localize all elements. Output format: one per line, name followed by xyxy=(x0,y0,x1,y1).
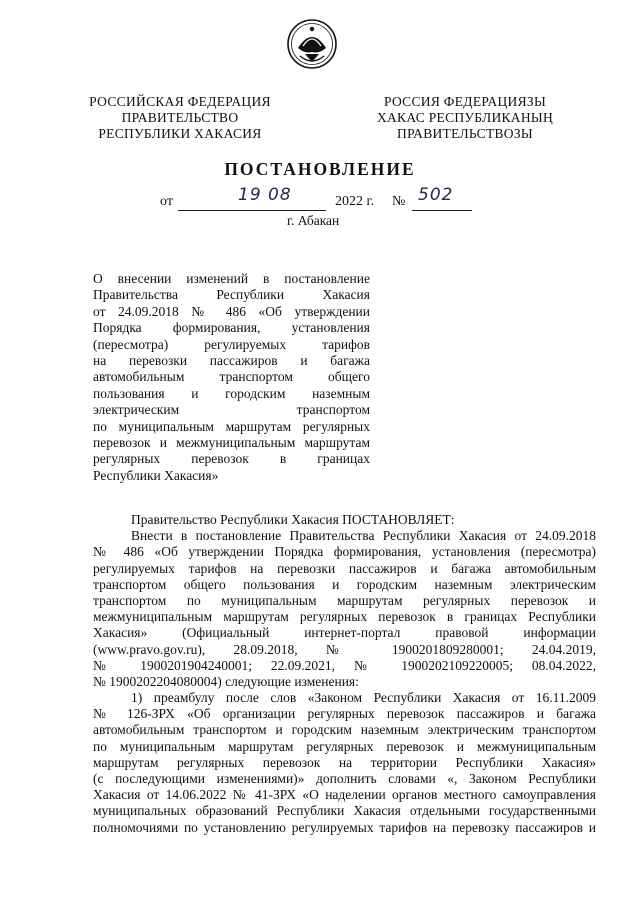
body-line: полномочиями по установлению регулируемых тарифов на перевозку пассажиров и xyxy=(93,819,596,835)
city: г. Абакан xyxy=(287,213,340,228)
body-line: № 126-ЗРХ «Об организации регулярных перевозок пассажиров и багажа xyxy=(93,706,596,722)
header-left-line: РЕСПУБЛИКИ ХАКАСИЯ xyxy=(98,126,262,141)
subject-line: Порядка формирования, установления xyxy=(93,320,370,336)
body-line: автомобильным транспортом и городским наземным электрическим транспортом xyxy=(93,722,596,738)
subject-line: перевозок и межмуниципальным маршрутам xyxy=(93,434,370,450)
body-line: межмуниципальным маршрутам регулярных перевозок в границах Республики xyxy=(93,609,596,625)
body-line: (www.pravo.gov.ru), 28.09.2018, № 1900201809280001; 24.04.2019, xyxy=(93,641,596,657)
body-line: транспортом по муниципальным маршрутам регулярных перевозок и xyxy=(93,592,596,608)
subject-line: по муниципальным маршрутам регулярных xyxy=(93,418,370,434)
body-line: № 486 «Об утверждении Порядка формирования, установления (пересмотра) xyxy=(93,544,596,560)
body-line: регулируемых тарифов на перевозки пассажиров и багажа автомобильным xyxy=(93,560,596,576)
body-text xyxy=(93,512,596,836)
header-left-line: ПРАВИТЕЛЬСТВО xyxy=(121,110,239,125)
coat-of-arms-icon xyxy=(286,18,338,70)
handwritten-number: 502 xyxy=(418,185,454,205)
body-line: Правительство Республики Хакасия ПОСТАНОВЛЯЕТ: xyxy=(131,512,455,527)
document-title: ПОСТАНОВЛЕНИЕ xyxy=(224,159,416,179)
subject-block xyxy=(93,271,370,484)
subject-line: Правительства Республики Хакасия xyxy=(93,287,370,303)
header-left xyxy=(80,94,280,142)
body-line: № 1900202204080004) следующие изменения: xyxy=(93,673,359,689)
body-line: маршрутам регулярных перевозок на территории Республики Хакасия» xyxy=(93,754,596,770)
subject-line: электрическим транспортом xyxy=(93,402,370,418)
subject-line: автомобильным транспортом общего xyxy=(93,369,370,385)
date-year: 2022 г. xyxy=(335,194,375,209)
body-line: Хакасия» (Официальный интернет-портал правовой информации xyxy=(93,625,596,641)
body-line: № 1900201904240001; 22.09.2021, № 1900202109220005; 08.04.2022, xyxy=(93,657,596,673)
subject-line: от 24.09.2018 № 486 «Об утверждении xyxy=(93,303,370,319)
subject-line: регулярных перевозок в границах xyxy=(93,451,370,467)
header-right xyxy=(365,94,565,142)
body-line: по муниципальным маршрутам регулярных перевозок и межмуниципальным xyxy=(93,738,596,754)
subject-line: О внесении изменений в постановление xyxy=(93,271,370,286)
subject-line: Республики Хакасия» xyxy=(93,467,219,483)
header-right-line: РОССИЯ ФЕДЕРАЦИЯЗЫ xyxy=(383,94,547,109)
body-line: транспортом общего пользования и городским наземным электрическим xyxy=(93,576,596,592)
number-label: № xyxy=(392,194,406,209)
body-line: (с последующими изменениями)» дополнить словами «, Законом Республики xyxy=(93,771,596,786)
subject-line: на перевозки пассажиров и багажа xyxy=(93,352,370,368)
body-line: 1) преамбулу после слов «Законом Республики Хакасия от 16.11.2009 xyxy=(131,690,596,706)
date-blank-line xyxy=(178,210,326,211)
header-left-line: РОССИЙСКАЯ ФЕДЕРАЦИЯ xyxy=(89,94,271,109)
header-right-line: ХАКАС РЕСПУБЛИКАНЫҢ xyxy=(376,110,554,125)
subject-line: пользования и городским наземным xyxy=(93,385,370,401)
body-line: Хакасия от 14.06.2022 № 41-ЗРХ «О наделении органов местного самоуправления xyxy=(93,787,596,803)
date-prefix: от xyxy=(160,194,173,209)
header-right-line: ПРАВИТЕЛЬСТВОЗЫ xyxy=(397,126,533,141)
body-line: Внести в постановление Правительства Республики Хакасия от 24.09.2018 xyxy=(131,528,596,544)
body-line: муниципальных образований Республики Хакасия отдельными государственными xyxy=(93,803,596,819)
number-blank-line xyxy=(412,210,472,211)
subject-line: (пересмотра) регулируемых тарифов xyxy=(93,336,370,352)
handwritten-date: 19 08 xyxy=(238,185,292,205)
